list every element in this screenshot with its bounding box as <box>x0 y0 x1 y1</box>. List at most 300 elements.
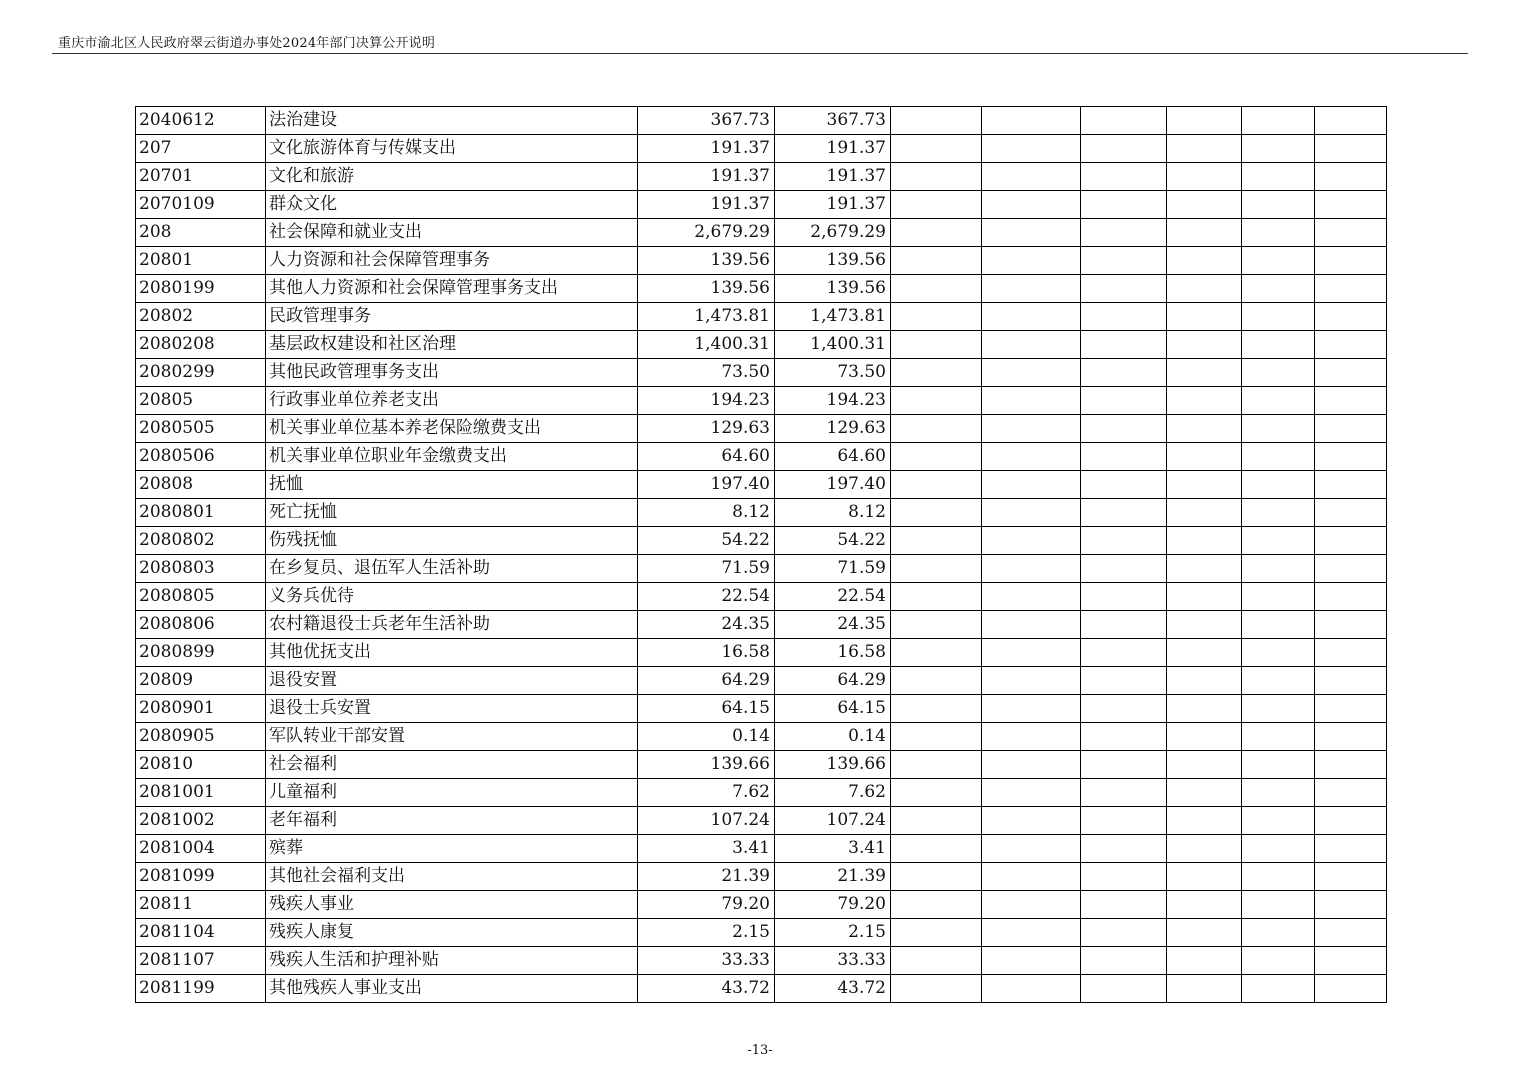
subject-name-cell: 文化和旅游 <box>266 163 638 191</box>
subject-name-cell: 民政管理事务 <box>266 303 638 331</box>
subject-name-cell: 机关事业单位基本养老保险缴费支出 <box>266 415 638 443</box>
empty-cell <box>1242 527 1315 555</box>
empty-cell <box>1315 387 1387 415</box>
empty-cell <box>1242 163 1315 191</box>
empty-cell <box>1242 723 1315 751</box>
empty-cell <box>1081 947 1167 975</box>
total-amount-cell: 139.66 <box>638 751 775 779</box>
subject-code-cell: 2081002 <box>136 807 266 835</box>
empty-cell <box>1081 275 1167 303</box>
subject-name-cell: 基层政权建设和社区治理 <box>266 331 638 359</box>
empty-cell <box>891 947 982 975</box>
table-row <box>136 863 1387 891</box>
total-amount-cell: 2,679.29 <box>638 219 775 247</box>
subject-code-cell: 20701 <box>136 163 266 191</box>
basic-amount-cell: 1,400.31 <box>775 331 891 359</box>
empty-cell <box>1315 135 1387 163</box>
table-row <box>136 499 1387 527</box>
document-header-title: 重庆市渝北区人民政府翠云街道办事处2024年部门决算公开说明 <box>58 36 436 51</box>
subject-name-cell: 人力资源和社会保障管理事务 <box>266 247 638 275</box>
empty-cell <box>982 303 1081 331</box>
basic-amount-cell: 197.40 <box>775 471 891 499</box>
subject-name-cell: 其他残疾人事业支出 <box>266 975 638 1003</box>
empty-cell <box>891 667 982 695</box>
basic-amount-cell: 16.58 <box>775 639 891 667</box>
basic-amount-cell: 129.63 <box>775 415 891 443</box>
basic-amount-cell: 79.20 <box>775 891 891 919</box>
empty-cell <box>1315 779 1387 807</box>
empty-cell <box>1081 695 1167 723</box>
empty-cell <box>1315 835 1387 863</box>
empty-cell <box>891 891 982 919</box>
total-amount-cell: 64.60 <box>638 443 775 471</box>
total-amount-cell: 139.56 <box>638 275 775 303</box>
subject-name-cell: 农村籍退役士兵老年生活补助 <box>266 611 638 639</box>
subject-name-cell: 退役士兵安置 <box>266 695 638 723</box>
empty-cell <box>982 219 1081 247</box>
empty-cell <box>1242 415 1315 443</box>
subject-code-cell: 2080506 <box>136 443 266 471</box>
table-row <box>136 947 1387 975</box>
basic-amount-cell: 33.33 <box>775 947 891 975</box>
subject-code-cell: 20802 <box>136 303 266 331</box>
empty-cell <box>982 555 1081 583</box>
empty-cell <box>1315 667 1387 695</box>
subject-code-cell: 2080806 <box>136 611 266 639</box>
empty-cell <box>982 751 1081 779</box>
empty-cell <box>982 919 1081 947</box>
basic-amount-cell: 2.15 <box>775 919 891 947</box>
empty-cell <box>982 583 1081 611</box>
empty-cell <box>982 891 1081 919</box>
empty-cell <box>1242 387 1315 415</box>
empty-cell <box>1081 751 1167 779</box>
subject-name-cell: 行政事业单位养老支出 <box>266 387 638 415</box>
empty-cell <box>1315 191 1387 219</box>
expenditure-table <box>135 106 1387 1003</box>
empty-cell <box>982 443 1081 471</box>
empty-cell <box>1167 415 1242 443</box>
subject-name-cell: 残疾人生活和护理补贴 <box>266 947 638 975</box>
table-row <box>136 387 1387 415</box>
page-number: -13- <box>747 1043 773 1058</box>
total-amount-cell: 79.20 <box>638 891 775 919</box>
empty-cell <box>982 163 1081 191</box>
empty-cell <box>1315 947 1387 975</box>
subject-code-cell: 2081004 <box>136 835 266 863</box>
empty-cell <box>1081 443 1167 471</box>
empty-cell <box>1242 583 1315 611</box>
table-row <box>136 975 1387 1003</box>
empty-cell <box>982 807 1081 835</box>
basic-amount-cell: 54.22 <box>775 527 891 555</box>
basic-amount-cell: 194.23 <box>775 387 891 415</box>
subject-name-cell: 伤残抚恤 <box>266 527 638 555</box>
empty-cell <box>1167 975 1242 1003</box>
basic-amount-cell: 107.24 <box>775 807 891 835</box>
empty-cell <box>1315 639 1387 667</box>
subject-name-cell: 文化旅游体育与传媒支出 <box>266 135 638 163</box>
empty-cell <box>1167 219 1242 247</box>
empty-cell <box>891 555 982 583</box>
empty-cell <box>982 415 1081 443</box>
empty-cell <box>1167 863 1242 891</box>
total-amount-cell: 24.35 <box>638 611 775 639</box>
subject-name-cell: 老年福利 <box>266 807 638 835</box>
empty-cell <box>1315 527 1387 555</box>
subject-name-cell: 其他社会福利支出 <box>266 863 638 891</box>
subject-code-cell: 2081099 <box>136 863 266 891</box>
empty-cell <box>1081 191 1167 219</box>
table-row <box>136 723 1387 751</box>
table-row <box>136 639 1387 667</box>
basic-amount-cell: 139.56 <box>775 247 891 275</box>
empty-cell <box>1081 723 1167 751</box>
empty-cell <box>1242 891 1315 919</box>
empty-cell <box>1081 919 1167 947</box>
table-row <box>136 331 1387 359</box>
empty-cell <box>1081 639 1167 667</box>
empty-cell <box>1081 779 1167 807</box>
empty-cell <box>1167 555 1242 583</box>
empty-cell <box>982 471 1081 499</box>
total-amount-cell: 194.23 <box>638 387 775 415</box>
empty-cell <box>891 275 982 303</box>
empty-cell <box>1242 835 1315 863</box>
table-row <box>136 359 1387 387</box>
empty-cell <box>1315 275 1387 303</box>
subject-code-cell: 20811 <box>136 891 266 919</box>
subject-name-cell: 其他优抚支出 <box>266 639 638 667</box>
empty-cell <box>1081 359 1167 387</box>
empty-cell <box>1242 443 1315 471</box>
empty-cell <box>891 527 982 555</box>
empty-cell <box>1242 331 1315 359</box>
empty-cell <box>1315 583 1387 611</box>
table-row <box>136 695 1387 723</box>
subject-code-cell: 2081104 <box>136 919 266 947</box>
total-amount-cell: 0.14 <box>638 723 775 751</box>
subject-name-cell: 群众文化 <box>266 191 638 219</box>
total-amount-cell: 191.37 <box>638 163 775 191</box>
empty-cell <box>1081 415 1167 443</box>
empty-cell <box>1242 247 1315 275</box>
empty-cell <box>1081 583 1167 611</box>
subject-name-cell: 儿童福利 <box>266 779 638 807</box>
subject-code-cell: 2080801 <box>136 499 266 527</box>
empty-cell <box>982 275 1081 303</box>
basic-amount-cell: 73.50 <box>775 359 891 387</box>
total-amount-cell: 191.37 <box>638 135 775 163</box>
empty-cell <box>1167 751 1242 779</box>
table-row <box>136 751 1387 779</box>
empty-cell <box>1315 443 1387 471</box>
empty-cell <box>891 695 982 723</box>
empty-cell <box>891 751 982 779</box>
basic-amount-cell: 7.62 <box>775 779 891 807</box>
table-row <box>136 275 1387 303</box>
subject-code-cell: 20808 <box>136 471 266 499</box>
subject-name-cell: 殡葬 <box>266 835 638 863</box>
empty-cell <box>1315 499 1387 527</box>
subject-code-cell: 2070109 <box>136 191 266 219</box>
total-amount-cell: 139.56 <box>638 247 775 275</box>
empty-cell <box>1167 695 1242 723</box>
empty-cell <box>891 135 982 163</box>
empty-cell <box>1167 247 1242 275</box>
empty-cell <box>1242 275 1315 303</box>
empty-cell <box>1242 471 1315 499</box>
empty-cell <box>982 191 1081 219</box>
empty-cell <box>1242 555 1315 583</box>
empty-cell <box>1315 863 1387 891</box>
subject-name-cell: 社会福利 <box>266 751 638 779</box>
table-row <box>136 471 1387 499</box>
empty-cell <box>1315 163 1387 191</box>
basic-amount-cell: 64.29 <box>775 667 891 695</box>
empty-cell <box>1081 163 1167 191</box>
empty-cell <box>1167 527 1242 555</box>
empty-cell <box>982 359 1081 387</box>
table-row <box>136 219 1387 247</box>
empty-cell <box>982 723 1081 751</box>
total-amount-cell: 8.12 <box>638 499 775 527</box>
empty-cell <box>891 443 982 471</box>
total-amount-cell: 2.15 <box>638 919 775 947</box>
subject-code-cell: 20809 <box>136 667 266 695</box>
empty-cell <box>1315 611 1387 639</box>
empty-cell <box>1242 863 1315 891</box>
empty-cell <box>1315 723 1387 751</box>
empty-cell <box>1167 639 1242 667</box>
basic-amount-cell: 139.56 <box>775 275 891 303</box>
subject-code-cell: 20805 <box>136 387 266 415</box>
total-amount-cell: 64.29 <box>638 667 775 695</box>
empty-cell <box>1242 975 1315 1003</box>
basic-amount-cell: 24.35 <box>775 611 891 639</box>
empty-cell <box>891 107 982 135</box>
table-row <box>136 583 1387 611</box>
basic-amount-cell: 64.60 <box>775 443 891 471</box>
subject-name-cell: 在乡复员、退伍军人生活补助 <box>266 555 638 583</box>
total-amount-cell: 1,400.31 <box>638 331 775 359</box>
basic-amount-cell: 71.59 <box>775 555 891 583</box>
empty-cell <box>1242 639 1315 667</box>
subject-name-cell: 法治建设 <box>266 107 638 135</box>
total-amount-cell: 129.63 <box>638 415 775 443</box>
subject-name-cell: 义务兵优待 <box>266 583 638 611</box>
empty-cell <box>1315 555 1387 583</box>
subject-code-cell: 20801 <box>136 247 266 275</box>
basic-amount-cell: 139.66 <box>775 751 891 779</box>
subject-code-cell: 208 <box>136 219 266 247</box>
total-amount-cell: 3.41 <box>638 835 775 863</box>
subject-name-cell: 其他民政管理事务支出 <box>266 359 638 387</box>
table-row <box>136 667 1387 695</box>
empty-cell <box>891 583 982 611</box>
total-amount-cell: 33.33 <box>638 947 775 975</box>
empty-cell <box>1167 303 1242 331</box>
empty-cell <box>1315 471 1387 499</box>
empty-cell <box>982 835 1081 863</box>
empty-cell <box>1081 555 1167 583</box>
empty-cell <box>1167 163 1242 191</box>
empty-cell <box>1315 303 1387 331</box>
total-amount-cell: 64.15 <box>638 695 775 723</box>
empty-cell <box>891 303 982 331</box>
basic-amount-cell: 64.15 <box>775 695 891 723</box>
empty-cell <box>1081 135 1167 163</box>
empty-cell <box>1167 947 1242 975</box>
basic-amount-cell: 1,473.81 <box>775 303 891 331</box>
table-row <box>136 611 1387 639</box>
empty-cell <box>1167 779 1242 807</box>
empty-cell <box>1315 331 1387 359</box>
empty-cell <box>1081 387 1167 415</box>
empty-cell <box>1242 695 1315 723</box>
basic-amount-cell: 22.54 <box>775 583 891 611</box>
empty-cell <box>1242 359 1315 387</box>
total-amount-cell: 54.22 <box>638 527 775 555</box>
basic-amount-cell: 21.39 <box>775 863 891 891</box>
empty-cell <box>1242 667 1315 695</box>
empty-cell <box>1167 667 1242 695</box>
empty-cell <box>982 695 1081 723</box>
subject-name-cell: 死亡抚恤 <box>266 499 638 527</box>
empty-cell <box>891 611 982 639</box>
table-row <box>136 191 1387 219</box>
empty-cell <box>982 863 1081 891</box>
empty-cell <box>982 107 1081 135</box>
empty-cell <box>1242 751 1315 779</box>
empty-cell <box>891 807 982 835</box>
subject-name-cell: 机关事业单位职业年金缴费支出 <box>266 443 638 471</box>
empty-cell <box>1081 611 1167 639</box>
empty-cell <box>1315 751 1387 779</box>
subject-name-cell: 社会保障和就业支出 <box>266 219 638 247</box>
subject-name-cell: 军队转业干部安置 <box>266 723 638 751</box>
empty-cell <box>891 499 982 527</box>
empty-cell <box>1242 303 1315 331</box>
empty-cell <box>982 947 1081 975</box>
table-row <box>136 555 1387 583</box>
table-row <box>136 835 1387 863</box>
empty-cell <box>1167 443 1242 471</box>
empty-cell <box>891 331 982 359</box>
subject-code-cell: 20810 <box>136 751 266 779</box>
total-amount-cell: 71.59 <box>638 555 775 583</box>
subject-code-cell: 2080802 <box>136 527 266 555</box>
table-row <box>136 807 1387 835</box>
basic-amount-cell: 0.14 <box>775 723 891 751</box>
empty-cell <box>1081 303 1167 331</box>
basic-amount-cell: 191.37 <box>775 163 891 191</box>
basic-amount-cell: 191.37 <box>775 191 891 219</box>
empty-cell <box>1081 219 1167 247</box>
subject-code-cell: 2080299 <box>136 359 266 387</box>
total-amount-cell: 16.58 <box>638 639 775 667</box>
basic-amount-cell: 3.41 <box>775 835 891 863</box>
empty-cell <box>1315 807 1387 835</box>
empty-cell <box>1167 723 1242 751</box>
empty-cell <box>982 975 1081 1003</box>
table-row <box>136 779 1387 807</box>
subject-code-cell: 2040612 <box>136 107 266 135</box>
empty-cell <box>891 191 982 219</box>
empty-cell <box>891 835 982 863</box>
subject-name-cell: 残疾人康复 <box>266 919 638 947</box>
total-amount-cell: 7.62 <box>638 779 775 807</box>
empty-cell <box>1081 247 1167 275</box>
empty-cell <box>1242 191 1315 219</box>
subject-code-cell: 2080208 <box>136 331 266 359</box>
subject-code-cell: 2081199 <box>136 975 266 1003</box>
empty-cell <box>1167 891 1242 919</box>
empty-cell <box>1315 219 1387 247</box>
empty-cell <box>1167 359 1242 387</box>
subject-code-cell: 2080199 <box>136 275 266 303</box>
empty-cell <box>1167 835 1242 863</box>
subject-code-cell: 2081001 <box>136 779 266 807</box>
empty-cell <box>1167 275 1242 303</box>
table-row <box>136 247 1387 275</box>
total-amount-cell: 197.40 <box>638 471 775 499</box>
empty-cell <box>982 247 1081 275</box>
empty-cell <box>982 527 1081 555</box>
table-row <box>136 303 1387 331</box>
empty-cell <box>891 779 982 807</box>
empty-cell <box>1242 807 1315 835</box>
empty-cell <box>1081 331 1167 359</box>
empty-cell <box>1167 611 1242 639</box>
total-amount-cell: 367.73 <box>638 107 775 135</box>
basic-amount-cell: 367.73 <box>775 107 891 135</box>
empty-cell <box>1315 891 1387 919</box>
empty-cell <box>1315 359 1387 387</box>
subject-code-cell: 2080901 <box>136 695 266 723</box>
total-amount-cell: 43.72 <box>638 975 775 1003</box>
empty-cell <box>1315 919 1387 947</box>
total-amount-cell: 107.24 <box>638 807 775 835</box>
empty-cell <box>1242 611 1315 639</box>
empty-cell <box>1081 835 1167 863</box>
empty-cell <box>1167 919 1242 947</box>
empty-cell <box>1167 191 1242 219</box>
empty-cell <box>1315 415 1387 443</box>
subject-name-cell: 残疾人事业 <box>266 891 638 919</box>
table-row <box>136 443 1387 471</box>
header-divider <box>52 53 1468 54</box>
empty-cell <box>1315 107 1387 135</box>
empty-cell <box>1081 527 1167 555</box>
total-amount-cell: 73.50 <box>638 359 775 387</box>
empty-cell <box>891 471 982 499</box>
empty-cell <box>891 387 982 415</box>
empty-cell <box>1081 471 1167 499</box>
basic-amount-cell: 8.12 <box>775 499 891 527</box>
empty-cell <box>1081 863 1167 891</box>
empty-cell <box>982 667 1081 695</box>
empty-cell <box>982 331 1081 359</box>
table-row <box>136 163 1387 191</box>
subject-code-cell: 2080805 <box>136 583 266 611</box>
empty-cell <box>1081 107 1167 135</box>
subject-code-cell: 2080803 <box>136 555 266 583</box>
empty-cell <box>982 499 1081 527</box>
empty-cell <box>982 639 1081 667</box>
empty-cell <box>1081 499 1167 527</box>
empty-cell <box>1167 807 1242 835</box>
